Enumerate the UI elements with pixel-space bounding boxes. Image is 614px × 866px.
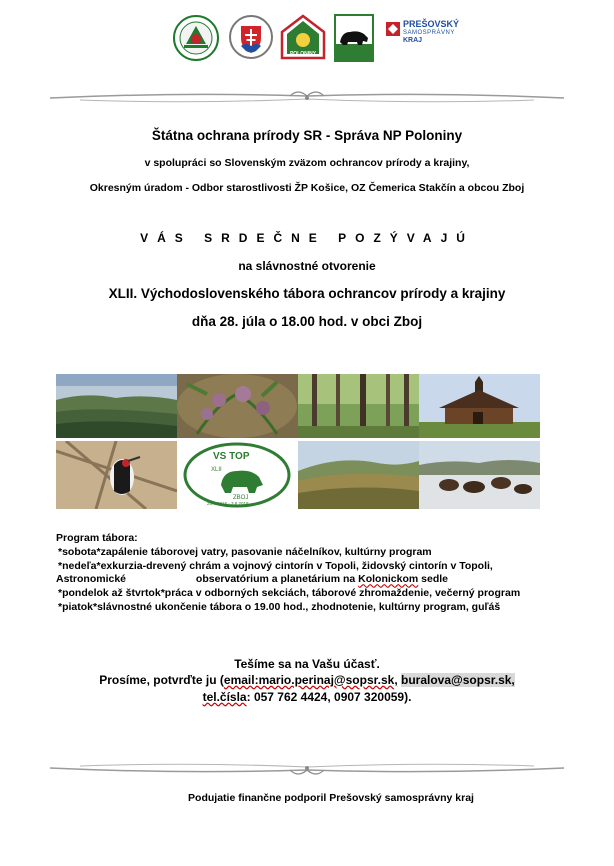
cooperation-line-2: Okresným úradom - Odbor starostlivosti ŽP Košice, OZ Čemerica Stakčín a obcou Zboj <box>89 182 525 194</box>
invitation-line-2: XLII. Východoslovenského tábora ochrancov prírody a krajiny <box>108 286 506 301</box>
national-park-poloniny-logo <box>280 14 326 62</box>
slovak-coat-of-arms-logo <box>228 14 274 62</box>
wooden-church-photo <box>419 374 540 438</box>
program-item-friday: *piatok*slávnostné ukončenie tábora o 19.00 hod., zhodnotenie, kultúrny program, guľáš <box>58 600 501 613</box>
camp-logo-year: XLII <box>211 467 222 473</box>
email-2-link[interactable]: buralova@sopsr.sk, <box>401 673 515 687</box>
camp-logo-place: ZBOJ <box>233 495 249 501</box>
bison-herd-photo <box>419 441 540 509</box>
camp-logo-title: VS TOP <box>213 451 250 462</box>
mountain-meadow-photo <box>298 441 419 509</box>
invitation-line-3: dňa 28. júla o 18.00 hod. v obci Zboj <box>191 314 423 329</box>
invitation-line-1: na slávnostné otvorenie <box>238 259 376 273</box>
photo-grid <box>0 374 614 510</box>
cooperation-line-1: v spolupráci so Slovenským zväzom ochrancov prírody a krajiny, <box>144 157 470 169</box>
phone-line <box>0 690 614 704</box>
phone-numbers: : 057 762 4424, 0907 320059). <box>246 690 412 704</box>
invitation-headline: VÁS SRDEČNE POZÝVAJÚ <box>140 231 474 245</box>
astro-place: Kolonickom <box>358 573 419 586</box>
astro-word: Astronomické <box>56 573 127 586</box>
presov-region-logo <box>386 20 470 50</box>
confirm-prefix: Prosíme, potvrďte ju ( <box>99 673 224 687</box>
astro-end: sedle <box>421 573 448 586</box>
np-logo-text: POLONINY <box>289 51 317 57</box>
program-item-astronomy <box>56 573 448 587</box>
program-item-saturday: *sobota*zapálenie táborovej vatry, pasovanie náčelníkov, kultúrny program <box>58 545 432 558</box>
confirm-line <box>0 673 614 687</box>
program-item-sunday: *nedeľa*exkurzia-drevený chrám a vojnový cintorín v Topoli, židovský cintorín v Topoli, <box>58 559 493 572</box>
camp-logo-dates: 28.7.2018 - 3.8.2018 <box>207 501 249 506</box>
astro-rest: observatórium a planetárium na <box>195 573 356 586</box>
camp-logo <box>177 441 298 509</box>
organizer-title: Štátna ochrana prírody SR - Správa NP Poloniny <box>151 128 463 143</box>
program-title: Program tábora: <box>56 532 138 544</box>
program-item-weekdays: *pondelok až štvrtok*práca v odborných sekciách, táborové zhromaždenie, večerný program <box>58 587 521 600</box>
landscape-valley-photo <box>56 374 177 438</box>
logo-row <box>0 14 614 62</box>
presov-logo-line1: PREŠOVSKÝ <box>403 19 460 29</box>
presov-logo-line3: KRAJ <box>403 37 423 44</box>
phone-label: tel.čísla <box>202 690 247 704</box>
bottom-divider <box>40 758 574 780</box>
top-divider <box>40 86 574 108</box>
email-1-link[interactable]: email:mario.perinaj@sopsr.sk, <box>223 673 398 687</box>
greeting: Tešíme sa na Vašu účasť. <box>234 657 380 671</box>
club-emblem-logo <box>172 14 220 62</box>
hellebore-flowers-photo <box>177 374 298 438</box>
sponsor-footer: Podujatie finančne podporil Prešovský samosprávny kraj <box>188 792 474 804</box>
presov-logo-line2: SAMOSPRÁVNY <box>403 30 455 36</box>
woodpecker-photo <box>56 441 177 509</box>
program-section <box>56 532 576 615</box>
beech-forest-photo <box>298 374 419 438</box>
presov-flag-icon <box>386 22 400 36</box>
bison-logo <box>334 14 374 62</box>
